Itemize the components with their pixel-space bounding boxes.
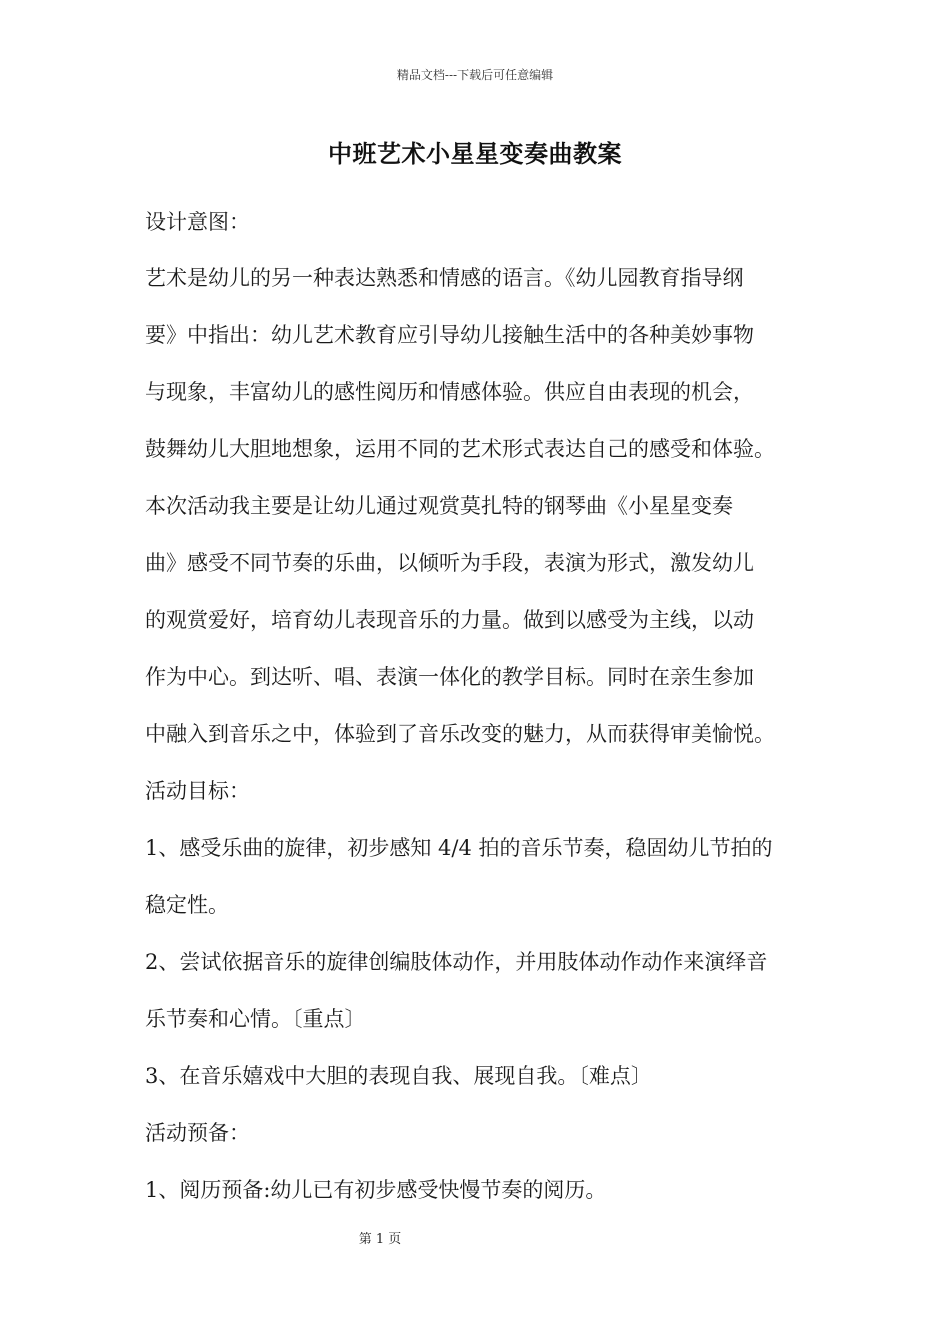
list-item: 1、感受乐曲的旋律，初步感知 4/4 拍的音乐节奏，稳固幼儿节拍的 (145, 836, 773, 860)
list-item: 3、在音乐嬉戏中大胆的表现自我、展现自我。〔难点〕 (145, 1064, 652, 1088)
list-item: 1、阅历预备:幼儿已有初步感受快慢节奏的阅历。 (145, 1178, 607, 1202)
body-line: 鼓舞幼儿大胆地想象，运用不同的艺术形式表达自己的感受和体验。 (145, 437, 775, 461)
section-heading-design-intent: 设计意图： (145, 210, 250, 234)
document-title: 中班艺术小星星变奏曲教案 (328, 139, 622, 168)
body-line: 要》中指出：幼儿艺术教育应引导幼儿接触生活中的各种美妙事物 (145, 323, 754, 347)
list-item-continued: 乐节奏和心情。〔重点〕 (145, 1007, 366, 1031)
body-line: 与现象，丰富幼儿的感性阅历和情感体验。供应自由表现的机会， (145, 380, 754, 404)
body-line: 中融入到音乐之中，体验到了音乐改变的魅力，从而获得审美愉悦。 (145, 722, 775, 746)
body-line: 的观赏爱好，培育幼儿表现音乐的力量。做到以感受为主线，以动 (145, 608, 754, 632)
section-heading-goals: 活动目标： (145, 779, 250, 803)
list-item: 2、尝试依据音乐的旋律创编肢体动作，并用肢体动作动作来演绎音 (145, 950, 768, 974)
body-line: 艺术是幼儿的另一种表达熟悉和情感的语言。《幼儿园教育指导纲 (145, 266, 744, 290)
header-note: 精品文档---下载后可任意编辑 (396, 68, 554, 82)
section-heading-preparation: 活动预备： (145, 1121, 250, 1145)
list-item-continued: 稳定性。 (145, 893, 229, 917)
body-line: 作为中心。到达听、唱、表演一体化的教学目标。同时在亲生参加 (145, 665, 754, 689)
body-line: 本次活动我主要是让幼儿通过观赏莫扎特的钢琴曲《小星星变奏 (145, 494, 733, 518)
page-number-footer: 第 1 页 (358, 1232, 402, 1247)
body-line: 曲》感受不同节奏的乐曲，以倾听为手段，表演为形式，激发幼儿 (145, 551, 754, 575)
